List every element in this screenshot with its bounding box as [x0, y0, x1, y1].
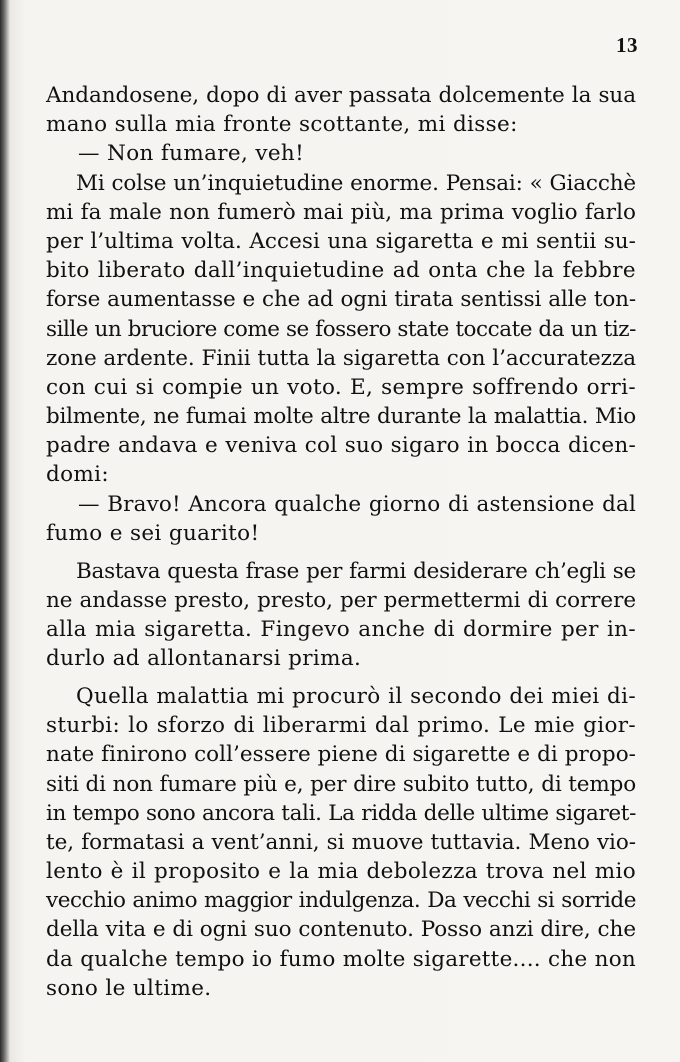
- text-line: da qualche tempo io fumo molte sigarette.... che non: [46, 946, 636, 972]
- text-line: alla mia sigaretta. Fingevo anche di dormire per in-: [46, 616, 636, 642]
- text-line: forse aumentasse e che ad ogni tirata sentissi alle ton-: [46, 287, 636, 313]
- text-line: Mi colse un’inquietudine enorme. Pensai: « Giacchè: [76, 170, 636, 196]
- paragraph: [46, 139, 636, 168]
- text-line: domi:: [46, 462, 109, 488]
- text-line: della vita e di ogni suo contenuto. Posso anzi dire, che: [46, 917, 636, 943]
- text-line: Quella malattia mi procurò il secondo dei miei di-: [76, 683, 636, 709]
- text-line: Andandosene, dopo di aver passata dolcemente la sua: [46, 83, 636, 108]
- paragraph: [46, 557, 636, 674]
- body-text: [46, 81, 636, 1003]
- text-line: sturbi: lo sforzo di liberarmi dal primo. Le mie gior-: [46, 713, 636, 739]
- paragraph: [46, 81, 636, 139]
- text-line: zone ardente. Finii tutta la sigaretta con l’accuratezza: [46, 345, 636, 371]
- paragraph: [46, 682, 636, 1003]
- text-line: bilmente, ne fumai molte altre durante la malattia. Mio: [46, 404, 636, 430]
- text-line: — Non fumare, veh!: [78, 141, 305, 167]
- text-line: bito liberato dall’inquietudine ad onta che la febbre: [46, 258, 636, 284]
- text-line: ne andasse presto, presto, per permettermi di correre: [46, 587, 636, 613]
- text-line: vecchio animo maggior indulgenza. Da vecchi si sorride: [46, 888, 636, 914]
- text-line: siti di non fumare più e, per dire subito tutto, di tempo: [46, 771, 636, 797]
- page-number: 13: [616, 33, 638, 57]
- text-line: lento è il proposito e la mia debolezza trova nel mio: [46, 859, 636, 885]
- text-line: durlo ad allontanarsi prima.: [46, 646, 362, 672]
- text-line: — Bravo! Ancora qualche giorno di astensione dal: [78, 491, 636, 517]
- text-line: mano sulla mia fronte scottante, mi disse:: [46, 112, 518, 138]
- text-line: padre andava e veniva col suo sigaro in bocca dicen-: [46, 433, 636, 459]
- text-line: in tempo sono ancora tali. La ridda delle ultime sigaret-: [46, 800, 636, 826]
- text-line: nate finirono coll’essere piene di sigarette e di propo-: [46, 742, 636, 768]
- text-line: sono le ultime.: [46, 975, 212, 1001]
- text-line: sille un bruciore come se fossero state toccate da un tiz-: [46, 316, 636, 342]
- paragraph: [46, 169, 636, 490]
- text-line: fumo e sei guarito!: [46, 520, 260, 546]
- text-line: te, formatasi a vent’anni, si muove tuttavia. Meno vio-: [46, 829, 636, 855]
- text-line: per l’ultima volta. Accesi una sigaretta e mi sentii su-: [46, 228, 636, 254]
- text-line: Bastava questa frase per farmi desiderare ch’egli se: [76, 558, 636, 584]
- paragraph: [46, 490, 636, 548]
- text-line: mi fa male non fumerò mai più, ma prima voglio farlo: [46, 199, 636, 225]
- text-line: con cui si compie un voto. E, sempre soffrendo orri-: [46, 374, 636, 400]
